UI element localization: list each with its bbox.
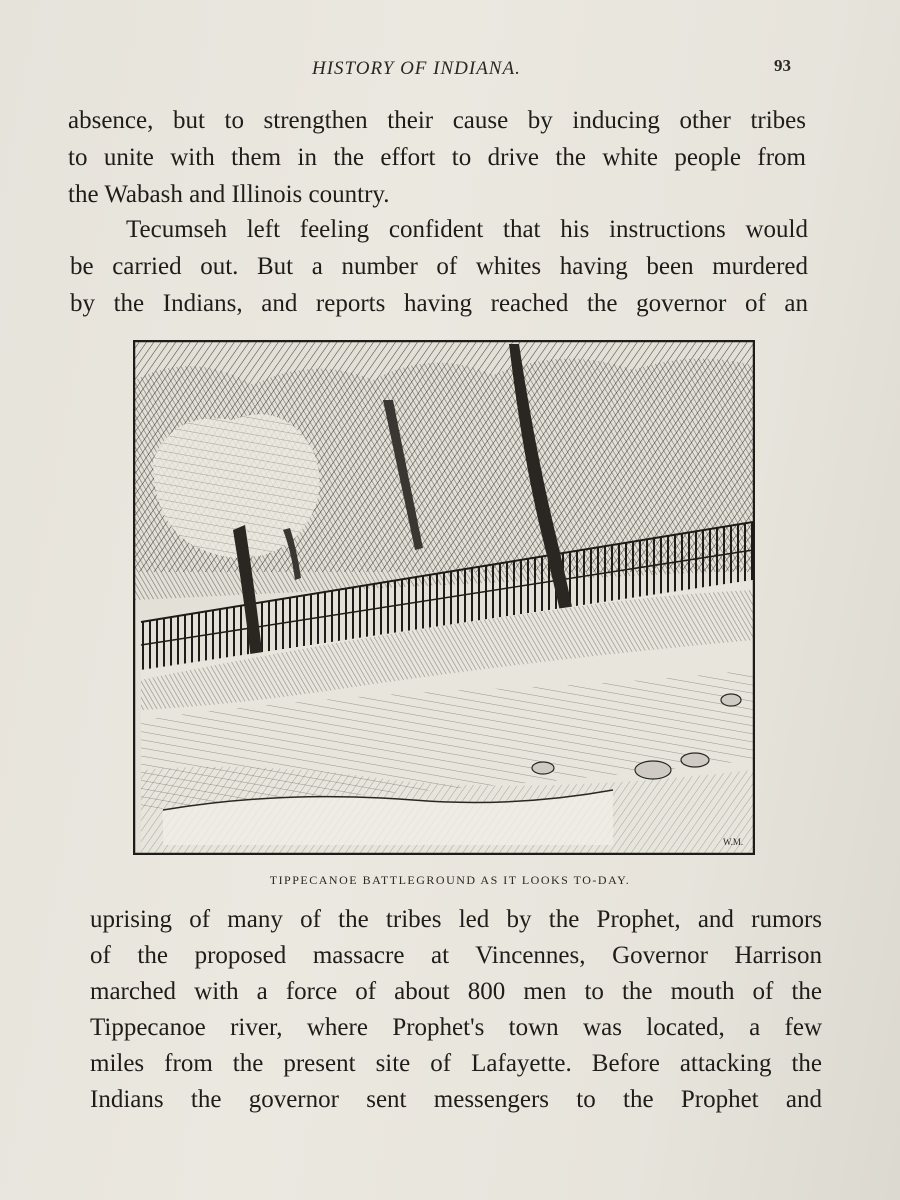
text-line: Tecumseh left feeling confident that his instructions would <box>126 216 808 243</box>
paragraph-2 <box>70 211 808 322</box>
paragraph-3 <box>90 902 822 1118</box>
page-header <box>0 56 900 86</box>
figure-caption: TIPPECANOE BATTLEGROUND AS IT LOOKS TO-DAY. <box>269 873 631 887</box>
page-number: 93 <box>774 56 791 75</box>
running-title: HISTORY OF INDIANA. <box>312 58 521 79</box>
paragraph-1 <box>68 102 806 213</box>
engraver-signature: W.M. <box>723 837 744 847</box>
text-line: of the proposed massacre at Vincennes, Governor Harrison <box>90 942 822 969</box>
text-line: marched with a force of about 800 men to the mouth of the <box>90 978 822 1005</box>
text-line: miles from the present site of Lafayette. Before attacking the <box>90 1050 822 1077</box>
text-line: Tippecanoe river, where Prophet's town was located, a few <box>90 1014 822 1041</box>
text-line: be carried out. But a number of whites having been murdered <box>70 253 808 280</box>
text-line: the Wabash and Illinois country. <box>68 181 390 208</box>
text-line: absence, but to strengthen their cause by inducing other tribes <box>68 107 806 134</box>
text-line: by the Indians, and reports having reached the governor of an <box>70 290 808 317</box>
text-line: to unite with them in the effort to drive the white people from <box>68 144 806 171</box>
text-line: uprising of many of the tribes led by the Prophet, and rumors <box>90 906 822 933</box>
text-line: Indians the governor sent messengers to the Prophet and <box>90 1086 822 1113</box>
engraving-illustration <box>133 340 755 855</box>
